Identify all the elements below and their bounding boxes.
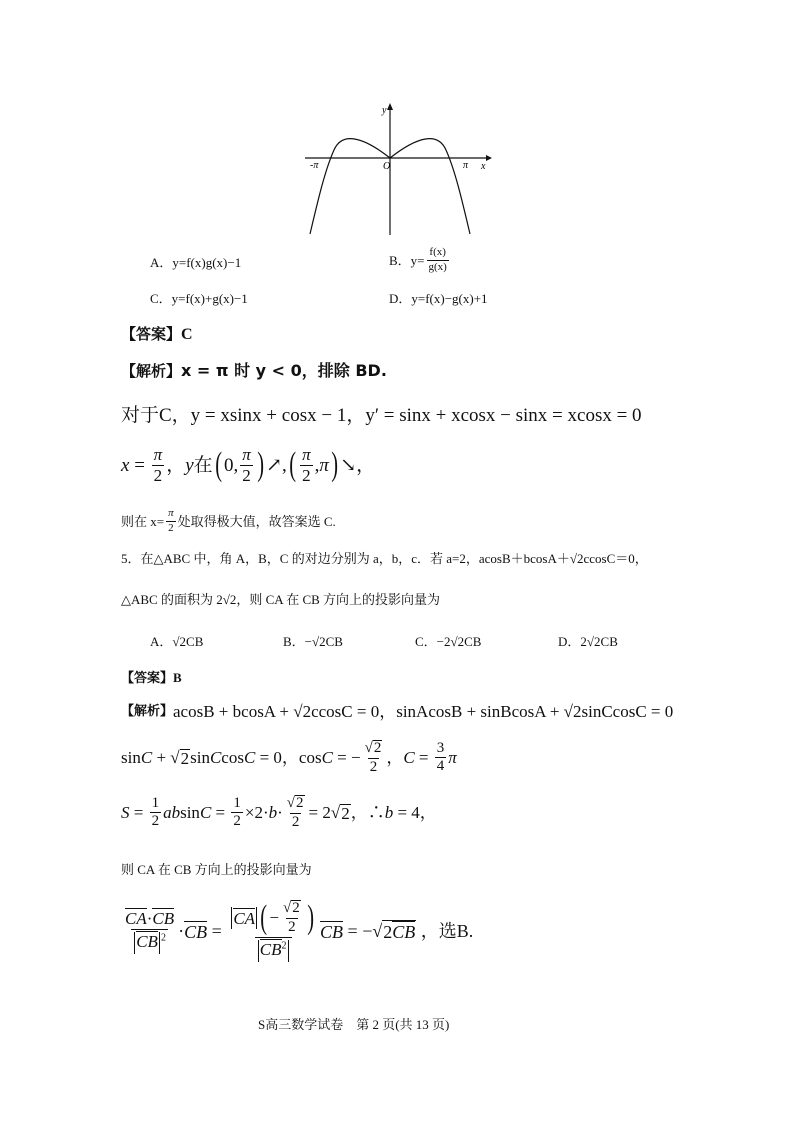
q4-analysis-line1-text: x = π 时 y < 0，排除 BD. bbox=[181, 361, 387, 380]
q4-option-c: C．y=f(x)+g(x)−1 bbox=[150, 291, 248, 306]
q4-option-a: A．y=f(x)g(x)−1 bbox=[150, 255, 242, 270]
pi-label: π bbox=[463, 160, 469, 171]
q5-option-a: A．√2CB bbox=[150, 634, 204, 649]
q4-option-d: D．y=f(x)−g(x)+1 bbox=[389, 291, 488, 306]
origin-label: O bbox=[383, 161, 391, 172]
q4-analysis-line4-post: 处取得极大值，故答案选 C. bbox=[177, 513, 336, 529]
q5-analysis-line4: 则 CA 在 CB 方向上的投影向量为 bbox=[121, 862, 312, 877]
q5-analysis-line1-text: acosB + bcosA + √2ccosC = 0，sinAcosB + sinBcosA + √2sinCcosC = 0 bbox=[173, 702, 674, 721]
q5-option-b: B．−√2CB bbox=[283, 634, 343, 649]
neg-pi-label: -π bbox=[310, 160, 319, 171]
q5-analysis-line2: sin C + √ 2 sin C cos C = 0，cos C = − $\frac{√2}{2}$ ， C = $\frac{3}{4}$ π bbox=[121, 739, 457, 775]
q4-analysis-label: 【解析】 bbox=[121, 361, 182, 380]
q5-analysis-label: 【解析】 bbox=[121, 704, 174, 719]
q5-answer bbox=[121, 667, 182, 686]
x-axis-label: x bbox=[481, 161, 486, 172]
q4-answer-label: 【答案】 bbox=[121, 325, 182, 343]
q5-answer-label: 【答案】 bbox=[121, 671, 174, 686]
q4-option-b-numerator: f(x) bbox=[429, 246, 446, 258]
y-axis-label: y bbox=[382, 105, 387, 116]
q4-option-b-prefix: B．y= bbox=[389, 252, 425, 268]
q5-analysis-line3: S = $\frac{1}{2}$ ab sin C = $\frac{1}{2}$ ×2· b · $\frac{√2}{2}$ = 2√ 2 ，∴ b = 4， bbox=[121, 794, 437, 830]
q4-option-b-denominator: g(x) bbox=[428, 260, 447, 273]
q5-stem-line2: △ABC 的面积为 2√2，则 CA 在 CB 方向上的投影向量为 bbox=[121, 592, 441, 607]
x-axis-arrow bbox=[486, 155, 492, 161]
q4-option-b bbox=[389, 247, 451, 273]
q5-answer-value: B bbox=[173, 670, 182, 685]
q4-analysis-line2: 对于C，y = xsinx + cosx − 1，y′ = sinx + xcosx − sinx = xcosx = 0 bbox=[121, 405, 642, 426]
q4-answer-value: C bbox=[181, 326, 193, 343]
q5-option-d: D．2√2CB bbox=[558, 634, 618, 649]
q4-answer bbox=[121, 323, 193, 344]
q5-analysis-line5: $\frac{CA\cdot CB}{CB ^2}$ · CB = CA ( − $\frac{√2}{2}$ ) $CB^2$ CB = −√ 2CB ，选B. bbox=[121, 900, 473, 962]
q5-analysis-line1 bbox=[121, 703, 673, 720]
q4-analysis-line4: 则在 x= $\frac{\pi}{2}$ 处取得极大值，故答案选 C. bbox=[121, 507, 336, 534]
q4-analysis-line3: x = $\frac{\pi}{2}$ ， y 在 ( 0, $\frac{\pi}{2}$ ) ↗, ( $\frac{\pi}{2}$ , π ) ↘， bbox=[121, 445, 376, 485]
page-footer: S高三数学试卷 第 2 页(共 13 页) bbox=[258, 1017, 450, 1032]
q5-stem-line1: 5．在△ABC 中，角 A，B，C 的对边分别为 a，b，c．若 a=2，acosB＋bcosA＋√2ccosC＝0， bbox=[121, 551, 648, 566]
q5-option-c: C．−2√2CB bbox=[415, 634, 482, 649]
q4-analysis-line4-pre: 则在 x= bbox=[121, 513, 165, 529]
function-graph bbox=[300, 100, 500, 240]
y-axis-arrow bbox=[387, 103, 393, 110]
q4-analysis-line1 bbox=[121, 363, 387, 379]
